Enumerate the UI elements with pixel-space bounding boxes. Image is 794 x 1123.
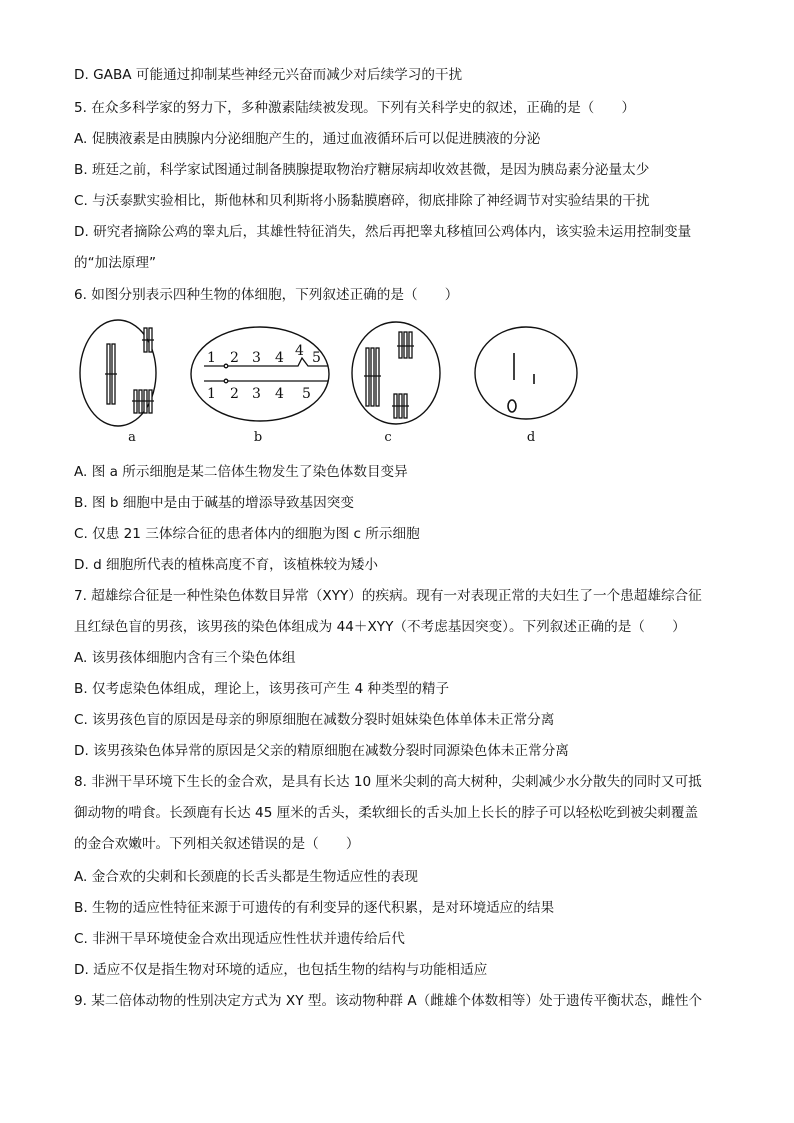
gene-label: 1 [207,386,216,402]
gene-label: 4 [275,350,284,366]
cell-d-chromosomes [508,353,534,412]
question-8-stem-cont: 御动物的啃食。长颈鹿有长达 45 厘米的舌头，柔软细长的舌头加上长长的脖子可以轻松吃到被尖刺覆盖 [74,805,699,821]
figure-label-c: c [384,430,392,445]
cell-a-chromosomes [105,328,154,413]
gene-label: 4 [295,343,304,359]
question-5-option-d-cont: 的“加法原理” [74,255,157,271]
question-8-option-b: B. 生物的适应性特征来源于可遗传的有利变异的逐代积累，是对环境适应的结果 [74,900,555,916]
question-5-option-d: D. 研究者摘除公鸡的睾丸后，其雄性特征消失，然后再把睾丸移植回公鸡体内，该实验未运用控制变量 [74,224,692,240]
question-5-option-a: A. 促胰液素是由胰腺内分泌细胞产生的，通过血液循环后可以促进胰液的分泌 [74,131,541,147]
cell-d-outline [475,327,577,419]
question-5-option-b: B. 班廷之前，科学家试图通过制备胰腺提取物治疗糖尿病却收效甚微，是因为胰岛素分泌量太少 [74,162,650,178]
question-8-option-c: C. 非洲干旱环境使金合欢出现适应性性状并遗传给后代 [74,931,405,947]
question-8-option-a: A. 金合欢的尖刺和长颈鹿的长舌头都是生物适应性的表现 [74,869,418,885]
question-5-option-c: C. 与沃泰默实验相比，斯他林和贝利斯将小肠黏膜磨碎，彻底排除了神经调节对实验结果的干扰 [74,193,650,209]
cell-c-chromosomes [364,332,414,418]
question-8-stem-cont-2: 的金合欢嫩叶。下列相关叙述错误的是（ ） [74,836,360,852]
question-7-option-d: D. 该男孩染色体异常的原因是父亲的精原细胞在减数分裂时同源染色体未正常分离 [74,743,569,759]
gene-label: 3 [252,350,261,366]
cell-b-gene-labels [207,343,321,402]
question-7-option-b: B. 仅考虑染色体组成，理论上，该男孩可产生 4 种类型的精子 [74,681,450,697]
gene-label: 3 [252,386,261,402]
question-8-option-d: D. 适应不仅是指生物对环境的适应，也包括生物的结构与功能相适应 [74,962,488,978]
question-6-option-b: B. 图 b 细胞中是由于碱基的增添导致基因突变 [74,495,354,511]
question-6-stem: 6. 如图分别表示四种生物的体细胞，下列叙述正确的是（ ） [74,287,459,303]
question-8-stem: 8. 非洲干旱环境下生长的金合欢，是具有长达 10 厘米尖刺的高大树种，尖刺减少水分散失的同时又可抵 [74,774,702,790]
question-7-option-a: A. 该男孩体细胞内含有三个染色体组 [74,650,296,666]
question-7-option-c: C. 该男孩色盲的原因是母亲的卵原细胞在减数分裂时姐妹染色体单体未正常分离 [74,712,555,728]
text-line: D. GABA 可能通过抑制某些神经元兴奋而减少对后续学习的干扰 [74,67,463,83]
gene-label: 4 [275,386,284,402]
cell-b-chromosomes [204,358,328,383]
cell-b-outline [191,327,329,421]
figure-label-d: d [526,430,536,445]
gene-label: 5 [302,386,311,402]
question-7-stem: 7. 超雄综合征是一种性染色体数目异常（XYY）的疾病。现有一对表现正常的夫妇生了一个患超雄综合征 [74,588,702,604]
gene-label: 1 [207,350,216,366]
question-6-option-c: C. 仅患 21 三体综合征的患者体内的细胞为图 c 所示细胞 [74,526,420,542]
question-9-stem: 9. 某二倍体动物的性别决定方式为 XY 型。该动物种群 A（雌雄个体数相等）处于遗传平衡状态，雌性个 [74,993,703,1009]
question-6-option-a: A. 图 a 所示细胞是某二倍体生物发生了染色体数目变异 [74,464,408,480]
figure-label-a: a [128,430,136,445]
gene-label: 5 [312,350,321,366]
question-7-stem-cont: 且红绿色盲的男孩，该男孩的染色体组成为 44＋XYY（不考虑基因突变）。下列叙述正确的是（ ） [74,619,686,635]
cell-figure [76,318,586,446]
gene-label: 2 [230,350,239,366]
figure-label-b: b [253,430,263,445]
question-6-option-d: D. d 细胞所代表的植株高度不育，该植株较为矮小 [74,557,378,573]
question-5-stem: 5. 在众多科学家的努力下，多种激素陆续被发现。下列有关科学史的叙述，正确的是（ ） [74,100,636,116]
gene-label: 2 [230,386,239,402]
cell-diagram [76,318,586,446]
